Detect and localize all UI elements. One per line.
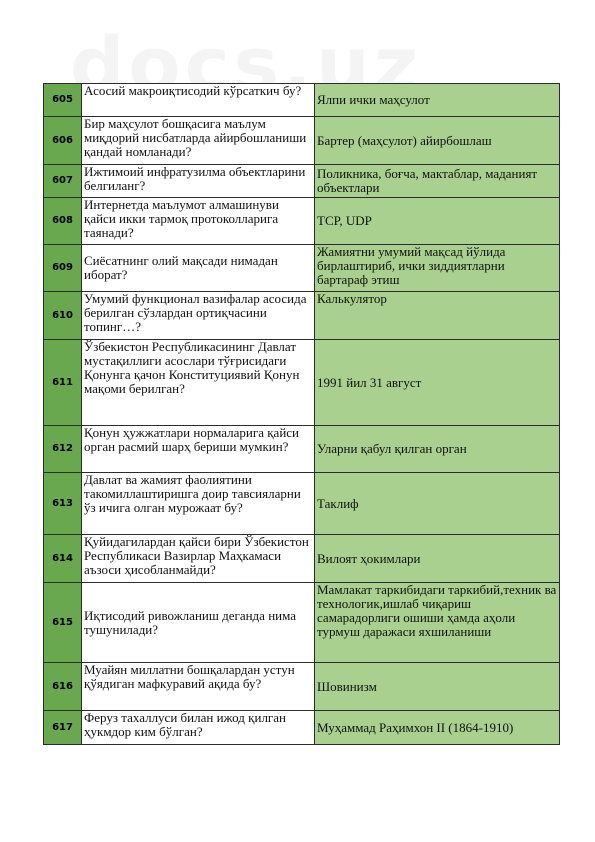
- answer-cell: Мамлакат таркибидаги таркибий,техник ва технологик,ишлаб чиқариш самарадорлиги ошиши ҳамда аҳоли турмуш даражаси яхшиланиши: [315, 583, 560, 663]
- table-row: [44, 426, 560, 473]
- row-number: 616: [44, 663, 82, 711]
- answer-cell: Муҳаммад Раҳимхон II (1864-1910): [315, 711, 560, 745]
- row-number: 615: [44, 583, 82, 663]
- answer-cell: 1991 йил 31 август: [315, 340, 560, 426]
- table-row: [44, 711, 560, 745]
- row-number: 607: [44, 165, 82, 198]
- question-cell: Бир маҳсулот бошқасига маълум миқдорий нисбатларда айирбошланиши қандай номланади?: [82, 117, 315, 165]
- question-cell: Муайян миллатни бошқалардан устун қўядиган мафкуравий ақида бу?: [82, 663, 315, 711]
- table-row: [44, 117, 560, 165]
- table-row: [44, 583, 560, 663]
- answer-cell: Калькулятор: [315, 292, 560, 340]
- table-row: [44, 292, 560, 340]
- table-row: [44, 198, 560, 245]
- answer-cell: Шовинизм: [315, 663, 560, 711]
- question-cell: Умумий функционал вазифалар асосида берилган сўзлардан ортиқчасини топинг…?: [82, 292, 315, 340]
- row-number: 612: [44, 426, 82, 473]
- answer-cell: Вилоят ҳокимлари: [315, 535, 560, 583]
- row-number: 611: [44, 340, 82, 426]
- question-cell: Асосий макроиқтисодий кўрсаткич бу?: [82, 84, 315, 117]
- table-row: [44, 165, 560, 198]
- answer-cell: Уларни қабул қилган орган: [315, 426, 560, 473]
- question-cell: Қуйидагилардан қайси бири Ўзбекистон Республикаси Вазирлар Маҳкамаси аъзоси ҳисобланмайди?: [82, 535, 315, 583]
- table-row: [44, 473, 560, 535]
- row-number: 609: [44, 245, 82, 292]
- answer-cell: Бартер (маҳсулот) айирбошлаш: [315, 117, 560, 165]
- answer-cell: TCP, UDP: [315, 198, 560, 245]
- table-row: [44, 663, 560, 711]
- row-number: 606: [44, 117, 82, 165]
- qa-table: [43, 83, 560, 745]
- row-number: 617: [44, 711, 82, 745]
- question-cell: Феруз тахаллуси билан ижод қилган ҳукмдор ким бўлган?: [82, 711, 315, 745]
- answer-cell: Ялпи ички маҳсулот: [315, 84, 560, 117]
- row-number: 605: [44, 84, 82, 117]
- question-cell: Ижтимоий инфратузилма объектларини белгиланг?: [82, 165, 315, 198]
- question-cell: Ўзбекистон Республикасининг Давлат мустақиллиги асослари тўғрисидаги Қонунга қачон Конституциявий Қонун мақоми берилган?: [82, 340, 315, 426]
- row-number: 608: [44, 198, 82, 245]
- table-row: [44, 340, 560, 426]
- table-row: [44, 535, 560, 583]
- row-number: 613: [44, 473, 82, 535]
- question-cell: Интернетда маълумот алмашинуви қайси икки тармоқ протоколларига таянади?: [82, 198, 315, 245]
- question-cell: Сиёсатнинг олий мақсади нимадан иборат?: [82, 245, 315, 292]
- answer-cell: Жамиятни умумий мақсад йўлида бирлаштириб, ички зиддиятларни бартараф этиш: [315, 245, 560, 292]
- question-cell: Иқтисодий ривожланиш деганда нима тушунилади?: [82, 583, 315, 663]
- question-cell: Қонун ҳужжатлари нормаларига қайси орган расмий шарҳ бериши мумкин?: [82, 426, 315, 473]
- table-row: [44, 84, 560, 117]
- answer-cell: Таклиф: [315, 473, 560, 535]
- question-cell: Давлат ва жамият фаолиятини такомиллаштиришга доир тавсияларни ўз ичига олган мурожаат бу?: [82, 473, 315, 535]
- row-number: 614: [44, 535, 82, 583]
- table-row: [44, 245, 560, 292]
- row-number: 610: [44, 292, 82, 340]
- answer-cell: Поликника, боғча, мактаблар, маданият объектлари: [315, 165, 560, 198]
